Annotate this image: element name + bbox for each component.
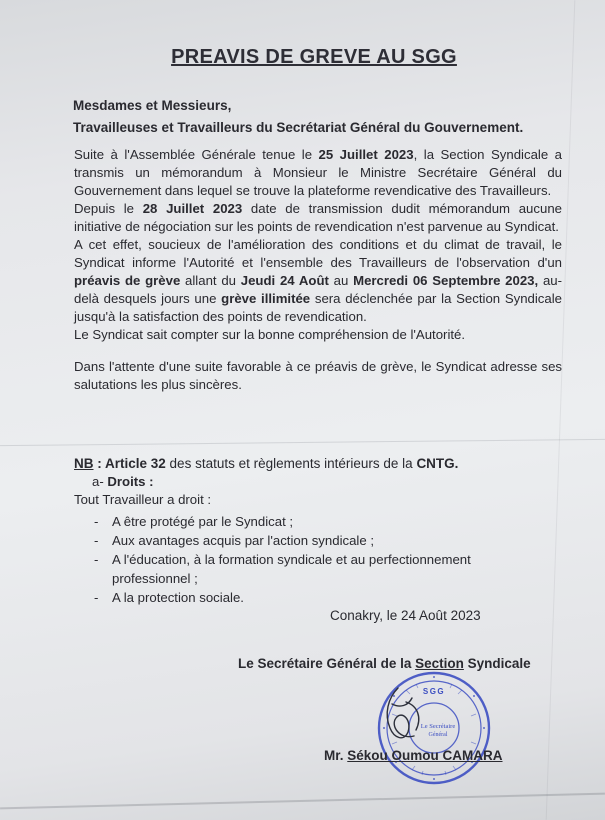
- organization-name: CNTG.: [416, 456, 459, 471]
- text: :: [93, 456, 105, 471]
- stamp-center-text: Le Secrétaire: [420, 723, 456, 730]
- document-title: PREAVIS DE GREVE AU SGG: [171, 46, 457, 68]
- article-number: Article 32: [105, 456, 166, 471]
- text: Section: [415, 656, 464, 671]
- text: a-: [92, 474, 108, 489]
- text: date de transmission dudit mémorandum aucune initiative de négociation sur les points de revendication n'est parvenue au Syndicat.: [74, 201, 562, 234]
- list-item-text: A l'éducation, à la formation syndicale et au perfectionnement professionnel ;: [112, 552, 471, 586]
- list-item-text: Aux avantages acquis par l'action syndicale ;: [112, 533, 375, 548]
- text: au: [328, 273, 354, 288]
- memorandum-date: 28 Juillet 2023: [142, 201, 243, 216]
- rights-label: Droits :: [107, 474, 154, 489]
- stamp-center-text: Général: [428, 732, 448, 738]
- text: Le Secrétaire Général de la: [238, 656, 416, 671]
- text: Depuis le: [74, 201, 143, 216]
- text: des statuts et règlements intérieurs de la: [165, 456, 417, 471]
- bullet-dash: -: [94, 552, 99, 567]
- text: Suite à l'Assemblée Générale tenue le: [74, 147, 319, 162]
- bullet-dash: -: [94, 590, 99, 605]
- list-item-text: A être protégé par le Syndicat ;: [112, 514, 294, 529]
- nb-label: NB: [74, 456, 94, 471]
- place-and-date: Conakry, le 24 Août 2023: [330, 608, 481, 623]
- strike-end-date: Mercredi 06 Septembre 2023,: [353, 273, 539, 288]
- signatory-title: [238, 656, 531, 671]
- paragraph-closing: Dans l'attente d'une suite favorable à ce préavis de grève, le Syndicat adresse ses salutations les plus sincères.: [74, 359, 562, 392]
- rights-intro: Tout Travailleur a droit :: [74, 492, 212, 507]
- stamp-top-text: SGG: [422, 687, 446, 696]
- strike-notice-term: préavis de grève: [74, 273, 181, 288]
- paragraph-memorandum: [74, 200, 562, 236]
- list-item: [94, 550, 554, 588]
- paragraph-understanding: Le Syndicat sait compter sur la bonne compréhension de l'Autorité.: [74, 327, 466, 342]
- text: allant du: [180, 273, 241, 288]
- text: au-delà desquels jours une: [74, 273, 563, 306]
- letter-body: [74, 146, 562, 394]
- signer-full-name: Sékou Oumou CAMARA: [347, 748, 503, 763]
- rights-heading: [92, 474, 154, 489]
- text: Syndicale: [463, 656, 531, 671]
- strike-start-date: Jeudi 24 Août: [240, 273, 329, 288]
- text: A cet effet, soucieux de l'amélioration des conditions et du climat de travail, le Syndicat informe l'Autorité et l'ensemble des Travailleurs de l'observation d'un: [74, 237, 562, 270]
- text: , la Section Syndicale a transmis un mémorandum à Monsieur le Ministre Secrétaire Général du Gouvernement dans lequel se trouve la plateforme revendicative des Travailleurs.: [74, 147, 562, 198]
- handwritten-signature-icon: [378, 684, 430, 748]
- nb-article-line: [74, 456, 458, 471]
- unlimited-strike-term: grève illimitée: [221, 291, 311, 306]
- list-item: [94, 588, 554, 607]
- assembly-date: 25 Juillet 2023: [318, 147, 414, 162]
- list-item-text: A la protection sociale.: [112, 590, 244, 605]
- text: sera déclenchée par la Section Syndicale jusqu'à la satisfaction des points de revendication.: [74, 291, 562, 324]
- signer-name: [324, 748, 503, 763]
- bullet-dash: -: [94, 514, 99, 529]
- rights-list: [94, 512, 554, 607]
- text: Mr.: [324, 748, 348, 763]
- salutation-addressees: Travailleuses et Travailleurs du Secrétariat Général du Gouvernement.: [73, 120, 524, 135]
- list-item: [94, 531, 554, 550]
- paragraph-assembly: [74, 146, 562, 200]
- paragraph-strike-notice: [74, 236, 562, 326]
- salutation-greeting: Mesdames et Messieurs,: [73, 98, 232, 113]
- list-item: [94, 512, 554, 531]
- bullet-dash: -: [94, 533, 99, 548]
